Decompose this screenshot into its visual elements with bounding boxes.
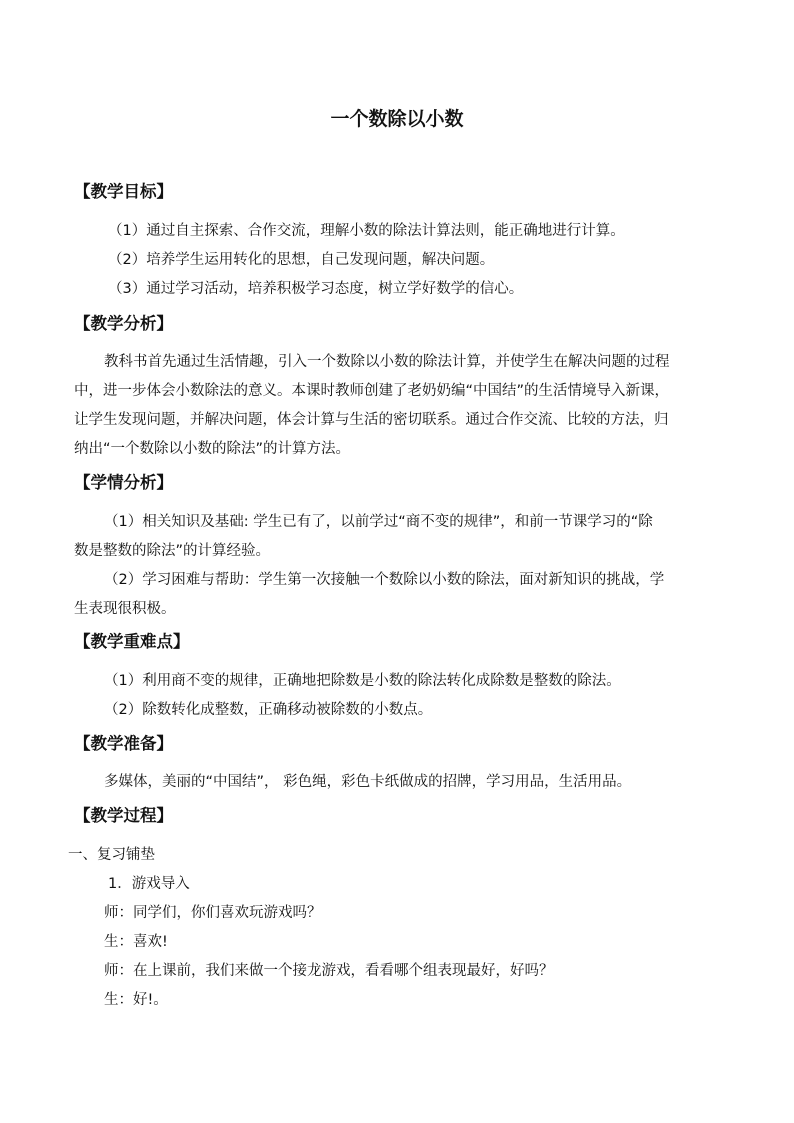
dialog-line-1: 师：同学们，你们喜欢玩游戏吗？ (104, 905, 322, 921)
analysis-line-4: 纳出“一个数除以小数的除法”的计算方法。 (74, 441, 351, 457)
dialog-line-4: 生：好!。 (104, 992, 168, 1008)
analysis-line-1: 教科书首先通过生活情趣，引入一个数除以小数的除法计算，并使学生在解决问题的过程 (104, 354, 670, 370)
document-title: 一个数除以小数 (330, 108, 464, 130)
goal-item-1: （1）通过自主探索、合作交流，理解小数的除法计算法则，能正确地进行计算。 (108, 223, 625, 239)
heading-process: 【教学过程】 (74, 806, 173, 825)
student-line-2: 数是整数的除法”的计算经验。 (74, 543, 271, 559)
dialog-line-2: 生：喜欢! (104, 934, 168, 950)
heading-teaching-goals: 【教学目标】 (74, 182, 173, 201)
goal-item-3: （3）通过学习活动，培养积极学习态度，树立学好数学的信心。 (108, 281, 524, 297)
heading-preparation: 【教学准备】 (74, 734, 173, 753)
keypoint-item-2: （2）除数转化成整数，正确移动被除数的小数点。 (104, 702, 433, 718)
student-line-3: （2）学习困难与帮助：学生第一次接触一个数除以小数的除法，面对新知识的挑战，学 (104, 572, 665, 588)
keypoint-item-1: （1）利用商不变的规律，正确地把除数是小数的除法转化成除数是整数的除法。 (104, 673, 621, 689)
process-sub-1: 1．游戏导入 (108, 876, 190, 892)
analysis-line-2: 中，进一步体会小数除法的意义。本课时教师创建了老奶奶编“中国结”的生活情境导入新课， (74, 383, 670, 399)
preparation-text: 多媒体，美丽的“中国结”， 彩色绳，彩色卡纸做成的招牌，学习用品，生活用品。 (104, 774, 632, 790)
analysis-line-3: 让学生发现问题，并解决问题，体会计算与生活的密切联系。通过合作交流、比较的方法，归 (74, 412, 669, 428)
heading-key-points: 【教学重难点】 (74, 632, 190, 651)
heading-teaching-analysis: 【教学分析】 (74, 314, 173, 333)
student-line-4: 生表现很积极。 (74, 601, 176, 617)
process-part-1: 一、复习铺垫 (68, 847, 155, 863)
dialog-line-3: 师：在上课前，我们来做一个接龙游戏，看看哪个组表现最好，好吗？ (104, 963, 554, 979)
student-line-1: （1）相关知识及基础: 学生已有了，以前学过“商不变的规律”，和前一节课学习的“除 (104, 514, 653, 530)
heading-student-analysis: 【学情分析】 (74, 473, 173, 492)
goal-item-2: （2）培养学生运用转化的思想，自己发现问题，解决问题。 (108, 252, 495, 268)
